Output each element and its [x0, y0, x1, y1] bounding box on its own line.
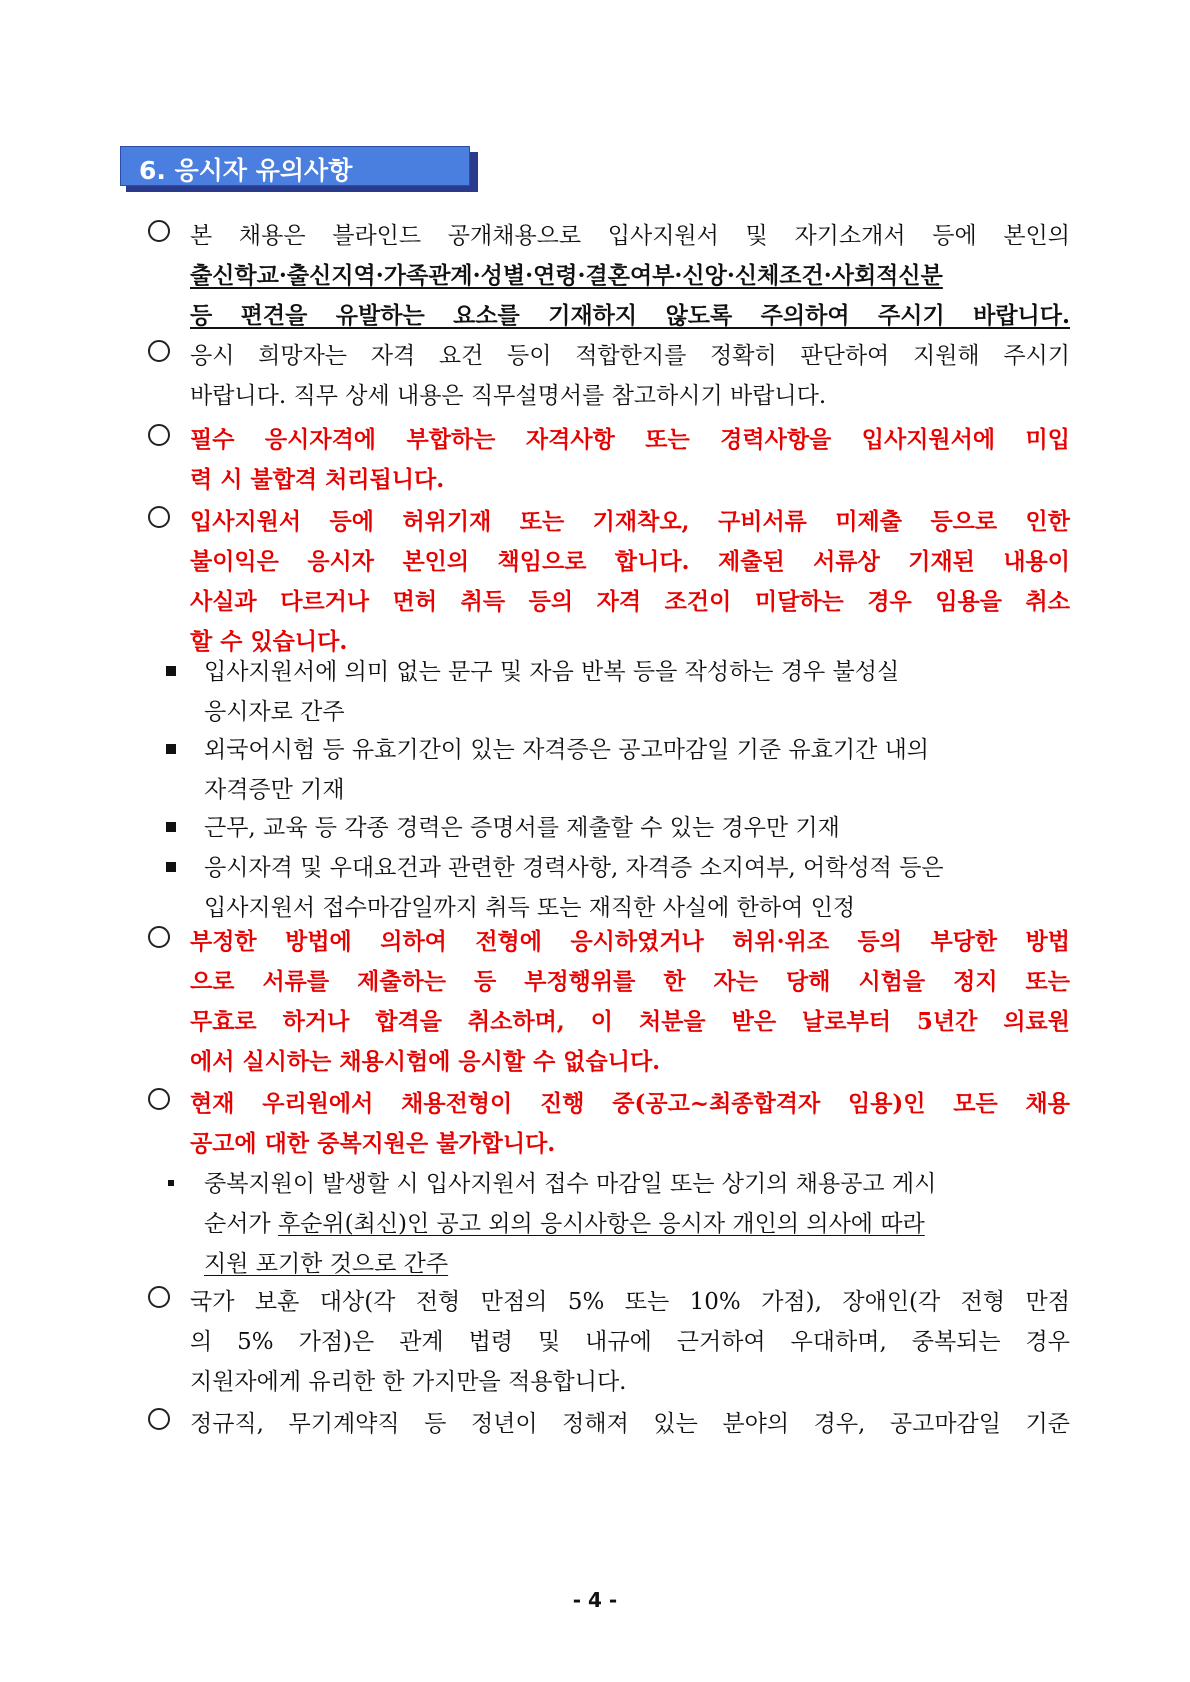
text-line: 의 5% 가점)은 관계 법령 및 내규에 근거하여 우대하며, 중복되는 경우 — [190, 1329, 1070, 1355]
circle-bullet-icon — [148, 220, 170, 242]
text-line: 정규직, 무기계약직 등 정년이 정해져 있는 분야의 경우, 공고마감일 기준 — [190, 1411, 1070, 1437]
circle-bullet-icon — [148, 1408, 170, 1430]
text-line: 필수 응시자격에 부합하는 자격사항 또는 경력사항을 입사지원서에 미입 — [190, 426, 1070, 453]
text-line: 외국어시험 등 유효기간이 있는 자격증은 공고마감일 기준 유효기간 내의 — [204, 737, 930, 763]
text-line: 할 수 있습니다. — [190, 628, 348, 655]
text-line: 국가 보훈 대상(각 전형 만점의 5% 또는 10% 가점), 장애인(각 전형 만점 — [190, 1289, 1070, 1315]
text-line: 응시자로 간주 — [204, 699, 345, 725]
text-line: 입사지원서에 의미 없는 문구 및 자음 반복 등을 작성하는 경우 불성실 — [204, 659, 900, 685]
text-line: 무효로 하거나 합격을 취소하며, 이 처분을 받은 날로부터 5년간 의료원 — [190, 1008, 1070, 1035]
text-line: 입사지원서 접수마감일까지 취득 또는 재직한 사실에 한하여 인정 — [204, 895, 856, 921]
text-line: 근무, 교육 등 각종 경력은 증명서를 제출할 수 있는 경우만 기재 — [204, 815, 840, 841]
text-line: 공고에 대한 중복지원은 불가합니다. — [190, 1130, 556, 1157]
text-line: 에서 실시하는 채용시험에 응시할 수 없습니다. — [190, 1048, 661, 1075]
square-bullet-icon — [166, 862, 176, 872]
text-line: 현재 우리원에서 채용전형이 진행 중(공고~최종합격자 임용)인 모든 채용 — [190, 1090, 1070, 1117]
circle-bullet-icon — [148, 340, 170, 362]
text-line: 본 채용은 블라인드 공개채용으로 입사지원서 및 자기소개서 등에 본인의 — [190, 223, 1070, 249]
text-line: 바랍니다. 직무 상세 내용은 직무설명서를 참고하시기 바랍니다. — [190, 383, 827, 409]
text-line: 력 시 불합격 처리됩니다. — [190, 466, 445, 493]
text-line: 자격증만 기재 — [204, 777, 345, 803]
page-number: - 4 - — [572, 1588, 618, 1612]
text-line: 등 편견을 유발하는 요소를 기재하지 않도록 주의하여 주시기 바랍니다. — [190, 302, 1070, 329]
text-line: 불이익은 응시자 본인의 책임으로 합니다. 제출된 서류상 기재된 내용이 — [190, 548, 1070, 575]
circle-bullet-icon — [148, 926, 170, 948]
square-bullet-icon — [166, 744, 176, 754]
heading-box — [120, 146, 470, 186]
circle-bullet-icon — [148, 1286, 170, 1308]
text-line: 입사지원서 등에 허위기재 또는 기재착오, 구비서류 미제출 등으로 인한 — [190, 508, 1070, 535]
text-line: 사실과 다르거나 면허 취득 등의 자격 조건이 미달하는 경우 임용을 취소 — [190, 588, 1070, 615]
section-heading — [120, 146, 476, 190]
section-title: 6. 응시자 유의사항 — [139, 156, 353, 185]
square-bullet-icon — [166, 822, 176, 832]
square-bullet-icon — [168, 1180, 174, 1186]
text-line: 중복지원이 발생할 시 입사지원서 접수 마감일 또는 상기의 채용공고 게시 — [204, 1171, 937, 1197]
text-line: 응시자격 및 우대요건과 관련한 경력사항, 자격증 소지여부, 어학성적 등은 — [204, 855, 944, 881]
circle-bullet-icon — [148, 506, 170, 528]
text-line: 응시 희망자는 자격 요건 등이 적합한지를 정확히 판단하여 지원해 주시기 — [190, 343, 1070, 369]
text-line: 지원자에게 유리한 한 가지만을 적용합니다. — [190, 1369, 627, 1395]
text-segment: 순서가 — [204, 1211, 278, 1237]
underlined-text: 지원 포기한 것으로 간주 — [204, 1251, 449, 1277]
square-bullet-icon — [166, 666, 176, 676]
underlined-text: 후순위(최신)인 공고 외의 응시사항은 응시자 개인의 의사에 따라 — [277, 1211, 925, 1237]
text-line: 으로 서류를 제출하는 등 부정행위를 한 자는 당해 시험을 정지 또는 — [190, 968, 1070, 995]
circle-bullet-icon — [148, 424, 170, 446]
text-line — [204, 1204, 1084, 1244]
circle-bullet-icon — [148, 1088, 170, 1110]
text-line: 부정한 방법에 의하여 전형에 응시하였거나 허위·위조 등의 부당한 방법 — [190, 928, 1070, 955]
text-line: 출신학교·출신지역·가족관계·성별·연령·결혼여부·신앙·신체조건·사회적신분 — [190, 262, 943, 289]
